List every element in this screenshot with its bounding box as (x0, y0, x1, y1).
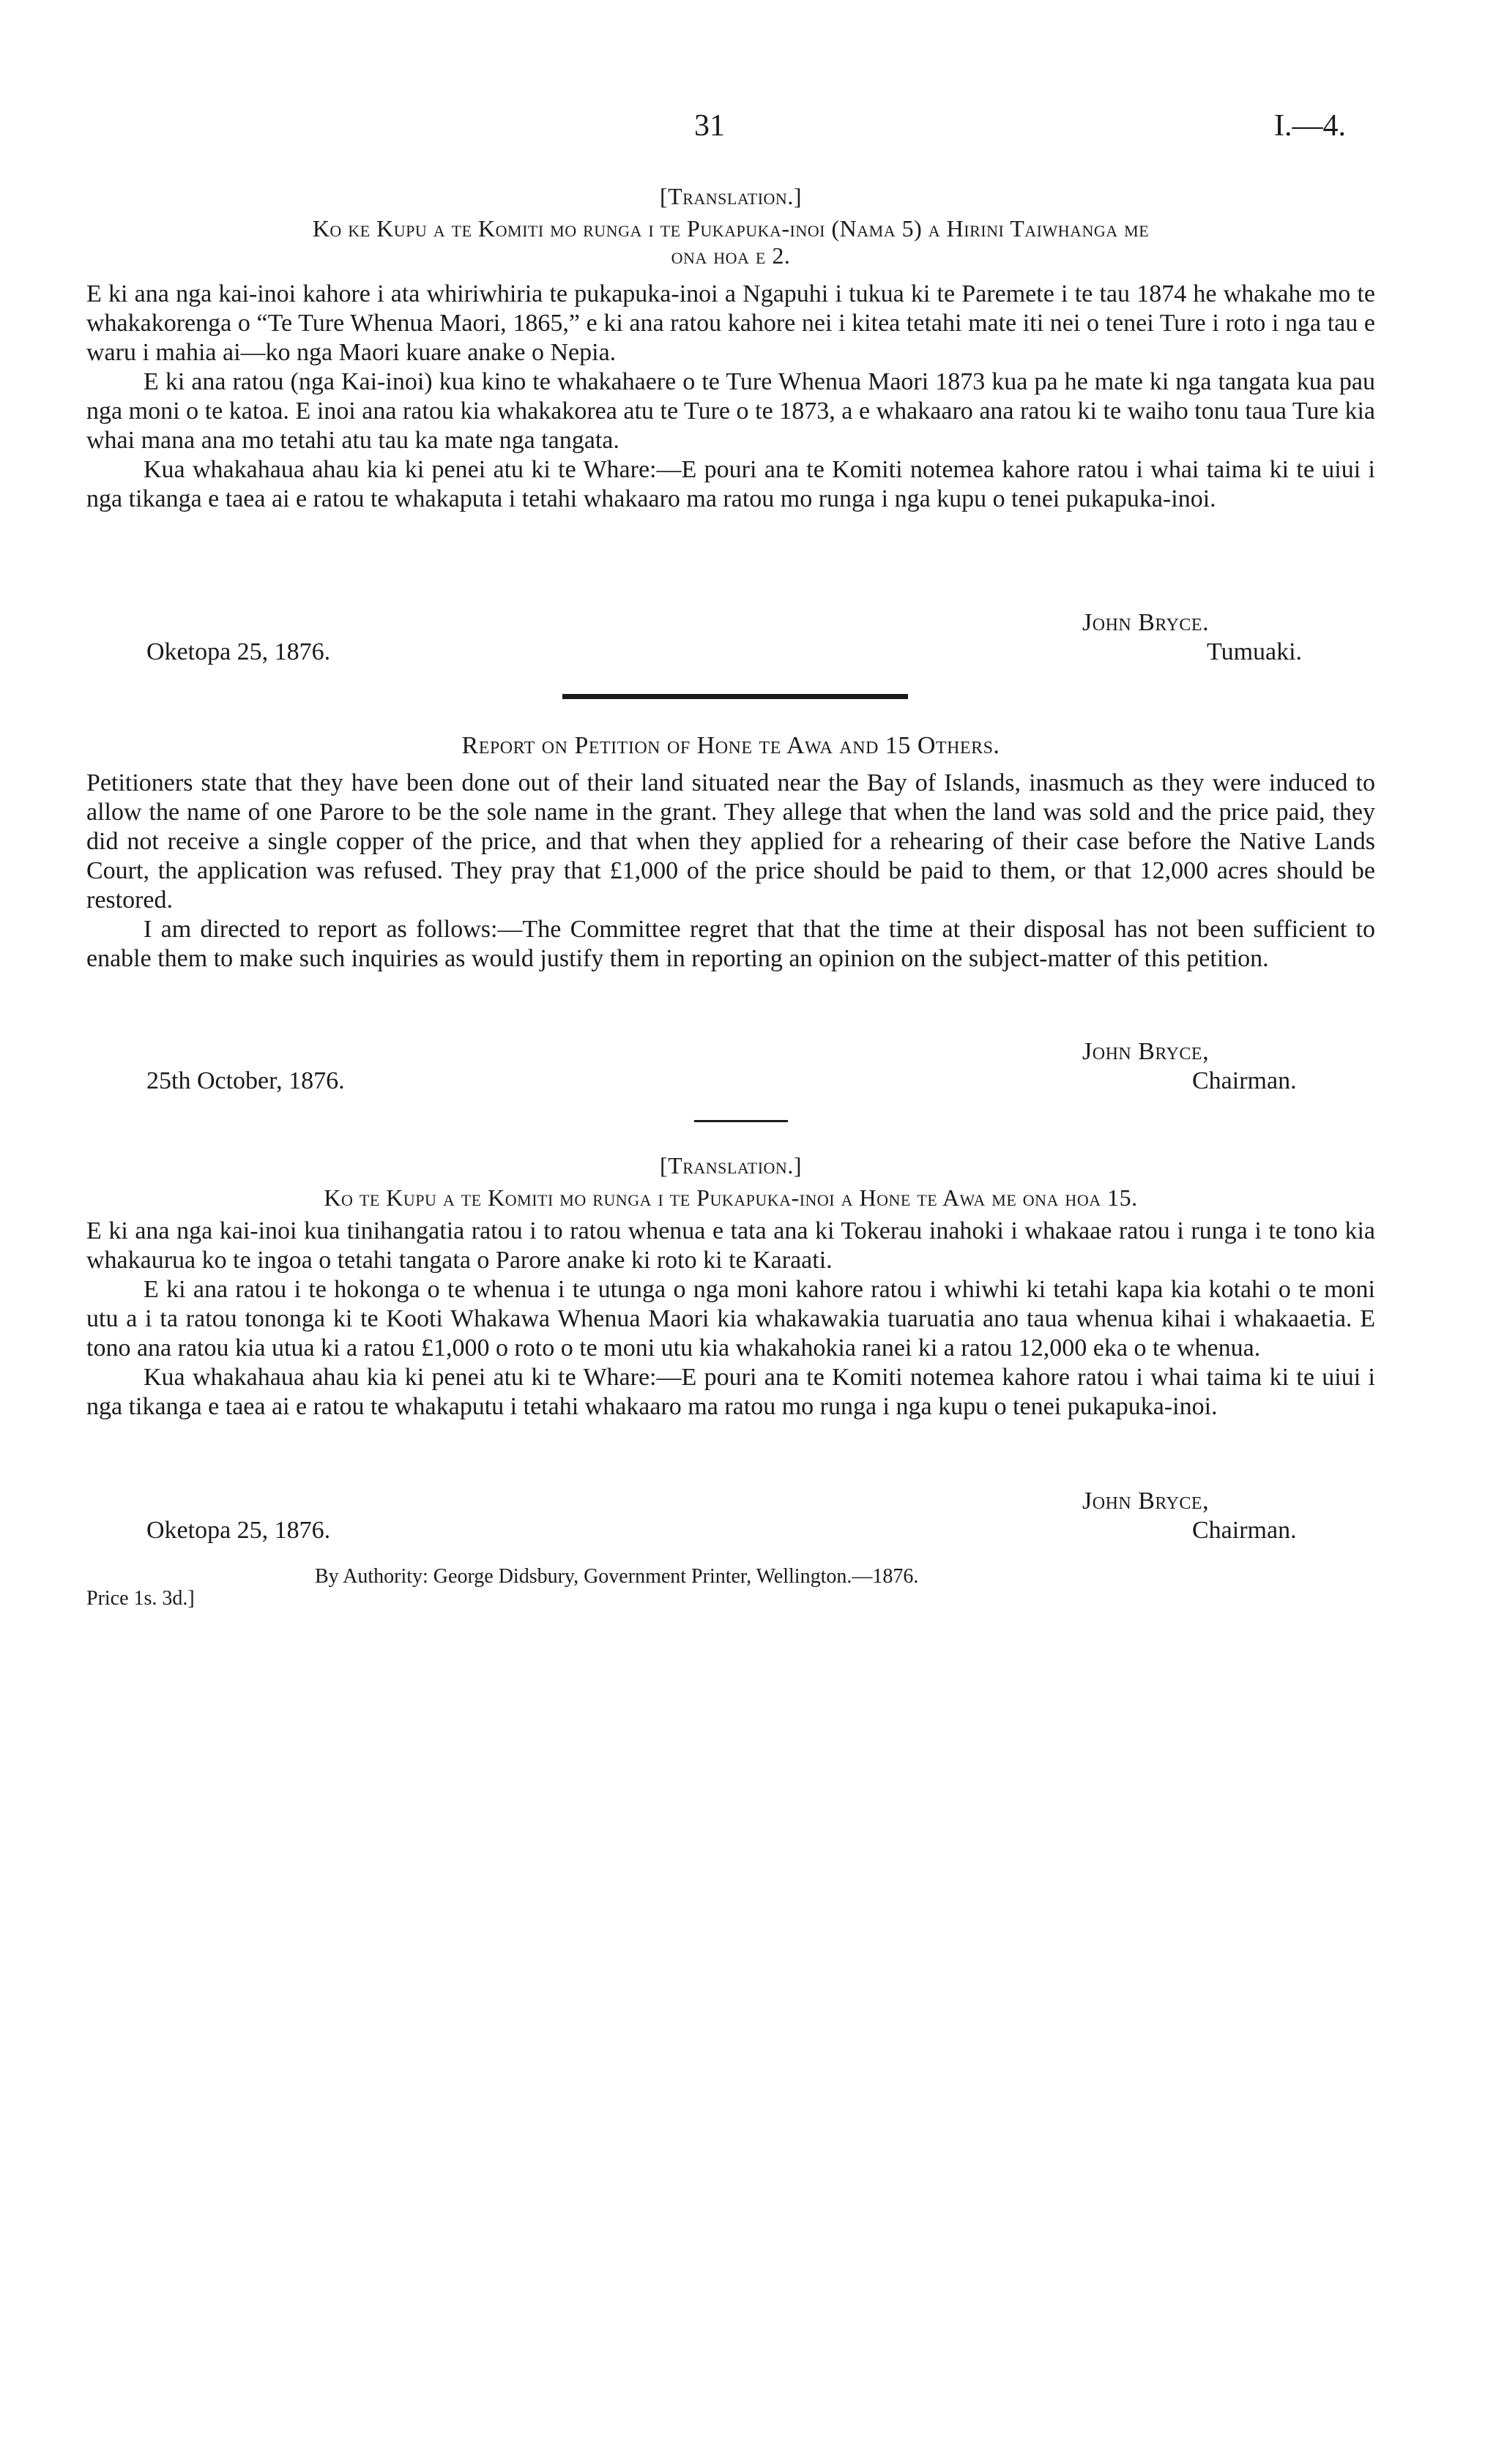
section1-signatory: John Bryce. (1082, 609, 1210, 636)
section1-date: Oketopa 25, 1876. (146, 638, 331, 665)
section2-date: 25th October, 1876. (146, 1067, 345, 1094)
translation-label-2: [Translation.] (660, 1152, 802, 1179)
section3-paragraph-1: E ki ana nga kai-inoi kua tinihangatia ratou i to ratou whenua e tata ana ki Tokerau inahoki i whakaae ratou i runga i te tono kia whakaurua ko te ingoa o tetahi tangata o Parore anake ki roto ki te Karaati. (86, 1217, 1375, 1274)
section1-paragraph-2: E ki ana ratou (nga Kai-inoi) kua kino te whakahaere o te Ture Whenua Maori 1873 kua pa he mate ki nga tangata kua pau nga moni o te katoa. E inoi ana ratou kia whakakorea atu te Ture o te 1873, a e whakaaro ana ratou ki te waiho tonu taua Ture kia whai mana ana mo tetahi atu tau ka mate nga tangata. (86, 368, 1375, 454)
price-note: Price 1s. 3d.] (86, 1587, 195, 1610)
section3-paragraph-2: E ki ana ratou i te hokonga o te whenua i te utunga o nga moni kahore ratou i whiwhi ki tetahi kapa kia kotahi o te moni utu a i ta ratou tononga ki te Kooti Whakawa Whenua Maori kia whakawakia tuaruatia ano taua whenua kihai i whakaaetia. E tono ana ratou kia utua ki a ratou £1,000 o roto o te moni utu kia whakahokia ranei ki a ratou 12,000 eka o te whenua. (86, 1276, 1375, 1362)
section3-paragraph-3: Kua whakahaua ahau kia ki penei atu ki te Whare:—E pouri ana te Komiti notemea kahore ratou i whai taima ki te uiui i nga tikanga e taea ai e ratou te whakaputu i tetahi whakaaro ma ratou mo runga i nga kupu o tenei pukapuka-inoi. (86, 1364, 1375, 1420)
section1-paragraph-3: Kua whakahaua ahau kia ki penei atu ki te Whare:—E pouri ana te Komiti notemea kahore ratou i whai taima ki te uiui i nga tikanga e taea ai e ratou te whakaputa i tetahi whakaaro ma ratou mo runga i nga kupu o tenei pukapuka-inoi. (86, 456, 1375, 512)
section3-signatory-title: Chairman. (1192, 1517, 1297, 1544)
section3-body (86, 1217, 1375, 1422)
page-number: 31 (694, 109, 725, 143)
section1-body (86, 280, 1375, 514)
section1-paragraph-1: E ki ana nga kai-inoi kahore i ata whiriwhiria te pukapuka-inoi a Ngapuhi i tukua ki te Paremete i te tau 1874 he whakahe mo te whakakorenga o “Te Ture Whenua Maori, 1865,” e ki ana ratou kahore nei i kitea tetahi mate iti nei o tenei Ture i roto i nga tau e waru i mahia ai—ko nga Maori kuare anake o Nepia. (86, 280, 1375, 366)
section1-heading (86, 215, 1375, 269)
section3-date: Oketopa 25, 1876. (146, 1517, 331, 1544)
document-reference: I.—4. (1274, 109, 1346, 143)
printer-imprint: By Authority: George Didsbury, Government Printer, Wellington.—1876. (315, 1565, 919, 1588)
section1-heading-line1: Ko ke Kupu a te Komiti mo runga i te Pukapuka-inoi (Nama 5) a Hirini Taiwhanga me (312, 215, 1150, 242)
section1-heading-line2: ona hoa e 2. (671, 242, 791, 269)
section3-heading: Ko te Kupu a te Komiti mo runga i te Pukapuka-inoi a Hone te Awa me ona hoa 15. (324, 1184, 1138, 1211)
section1-signatory-title: Tumuaki. (1207, 638, 1303, 665)
section2-body (86, 769, 1375, 974)
section3-signatory: John Bryce, (1082, 1487, 1210, 1515)
section2-paragraph-2: I am directed to report as follows:—The Committee regret that that the time at their disposal has not been sufficient to enable them to make such inquiries as would justify them in reporting an opinion on the subject-matter of this petition. (86, 916, 1375, 972)
translation-label: [Translation.] (660, 183, 802, 209)
short-divider (694, 1120, 788, 1122)
section2-signatory: John Bryce, (1082, 1038, 1210, 1065)
section-divider (562, 694, 908, 699)
section2-heading: Report on Petition of Hone te Awa and 15 Others. (461, 732, 1000, 759)
section2-signatory-title: Chairman. (1192, 1067, 1297, 1094)
section2-paragraph-1: Petitioners state that they have been done out of their land situated near the Bay of Islands, inasmuch as they were induced to allow the name of one Parore to be the sole name in the grant. They allege that when the land was sold and the price paid, they did not receive a single copper of the price, and that when they applied for a rehearing of their case before the Native Lands Court, the application was refused. They pray that £1,000 of the price should be paid to them, or that 12,000 acres should be restored. (86, 769, 1375, 914)
